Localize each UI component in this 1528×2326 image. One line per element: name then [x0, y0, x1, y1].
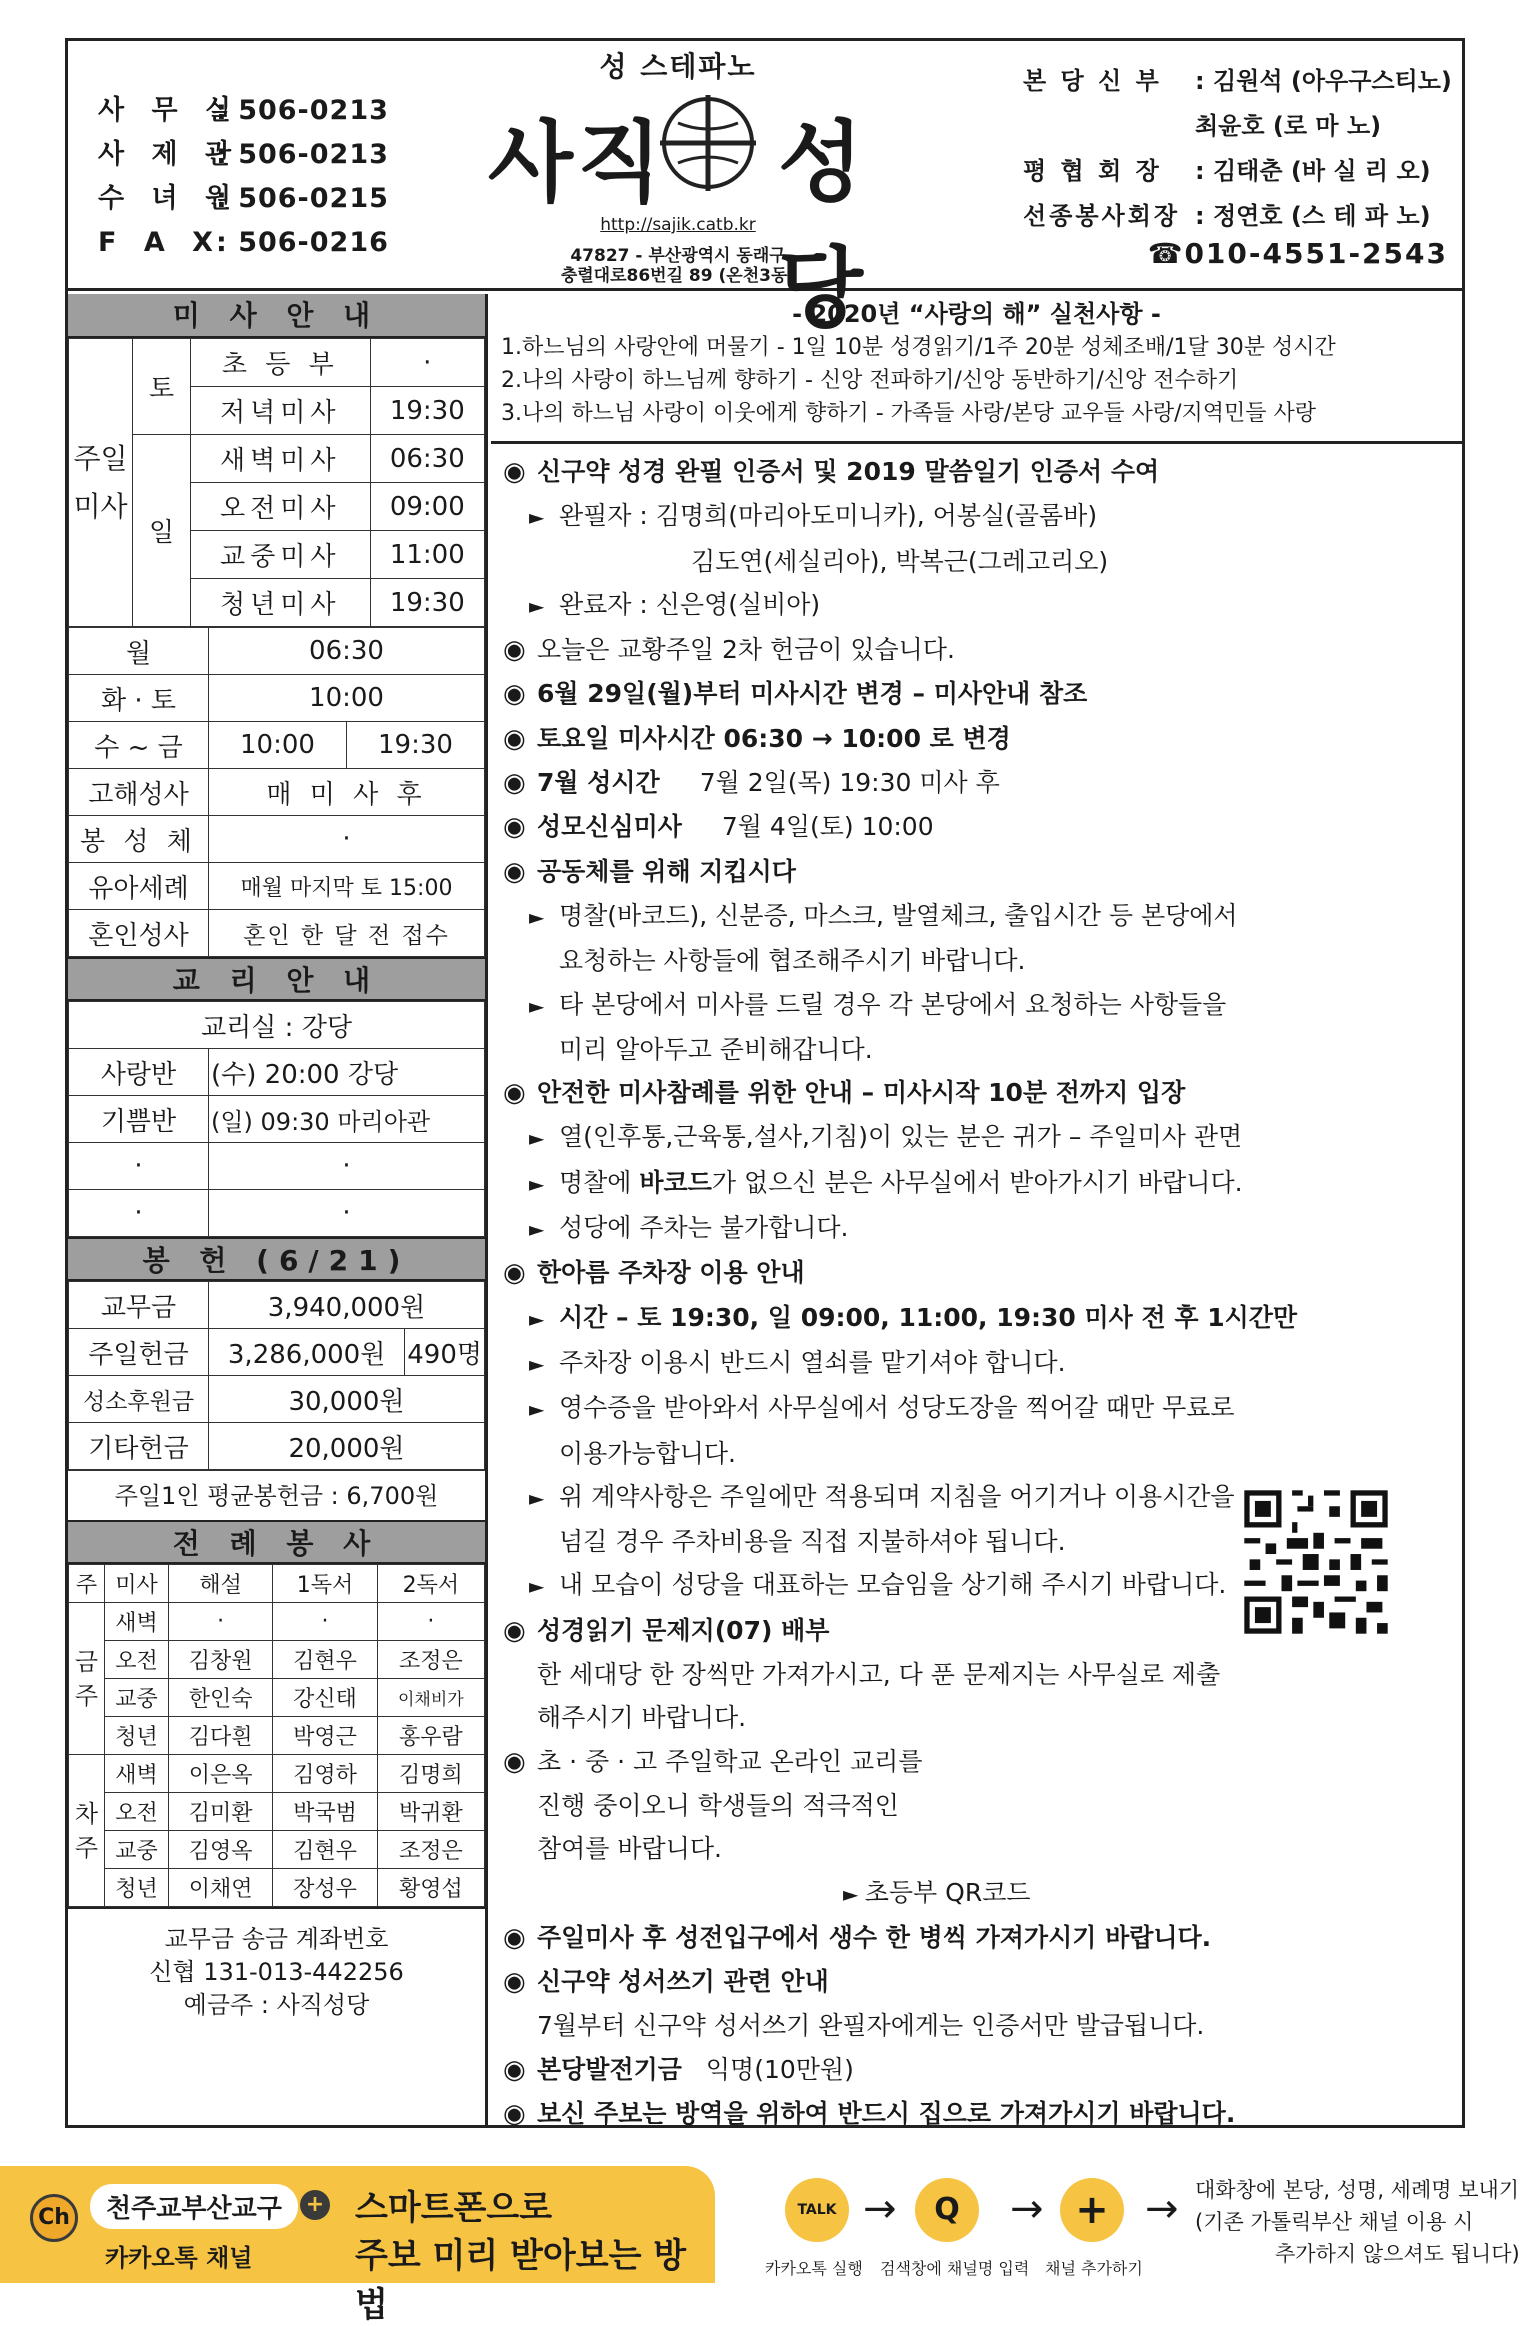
notice-text: 참여를 바랍니다.: [537, 1834, 722, 1864]
notice-list: [491, 444, 1462, 2136]
subscription-steps: [765, 2168, 1525, 2278]
table-row: 성소후원금 30,000원: [69, 1376, 485, 1423]
sub-item-continued: 김도연(세실리아), 박복근(그레고리오): [691, 546, 1109, 576]
church-address-line2: 충렬대로86번길 89 (온천3동): [560, 266, 796, 286]
arrow-right-icon: →: [1010, 2186, 1044, 2232]
notice-item: ◉ 공동체를 위해 지킵시다: [503, 850, 1452, 894]
bullet-icon: ◉: [503, 457, 526, 487]
bullet-icon: ◉: [503, 1746, 526, 1777]
notice-item: ◉ 성모신심미사 7월 4일(토) 10:00: [503, 805, 1452, 849]
table-row: 오전 김미환 박국범 박귀환: [69, 1793, 485, 1831]
table-row: 화 · 토 10:00: [69, 675, 485, 722]
triangle-icon: ►: [529, 1217, 545, 1242]
goal-line: 2.나의 사랑이 하느님께 향하기 - 신앙 전파하기/신앙 동반하기/신앙 전수하기: [501, 368, 1239, 393]
sub-item: ► 타 본당에서 미사를 드릴 경우 각 본당에서 요청하는 사항들을: [503, 983, 1452, 1028]
clergy-row: 최윤호 (로 마 노): [1195, 112, 1382, 140]
liturgy-duty-table: [68, 1564, 485, 1907]
sub-item: ► 영수증을 받아와서 사무실에서 성당도장을 찍어갈 때만 무료로: [503, 1386, 1452, 1431]
arrow-right-icon: →: [863, 2186, 897, 2232]
table-row: 유아세례 매월 마지막 토 15:00: [69, 863, 485, 910]
clergy-row: 선종봉사회장 : 정연호 (스 테 파 노): [1023, 202, 1431, 230]
table-row: 주 미사 해설 1독서 2독서: [69, 1565, 485, 1603]
triangle-icon: ►: [529, 593, 545, 618]
clergy-list: [1023, 59, 1452, 239]
triangle-icon: ►: [529, 1171, 545, 1196]
triangle-icon: ►: [529, 505, 545, 530]
triangle-icon: ►: [529, 904, 545, 929]
sub-item: ► 내 모습이 성당을 대표하는 모습임을 상기해 주시기 바랍니다.: [503, 1563, 1452, 1608]
table-row: 오전미사 09:00: [69, 483, 485, 531]
table-row: 수 ~ 금 10:00 19:30: [69, 722, 485, 769]
office-contacts: [98, 89, 389, 265]
bullet-icon: ◉: [503, 856, 526, 887]
step-instructions: 대화창에 본당, 성명, 세례명 보내기 (기존 가톨릭부산 채널 이용 시 추가하지 않으셔도 됩니다): [1195, 2178, 1520, 2266]
bullet-icon: ◉: [503, 812, 526, 843]
triangle-icon: ►: [529, 1485, 545, 1510]
offering-table: [68, 1281, 485, 1470]
notice-item: ◉ 초 · 중 · 고 주일학교 온라인 교리를: [503, 1740, 1452, 1784]
sub-item-continued: 요청하는 사항들에 협조해주시기 바랍니다.: [559, 946, 1026, 976]
channel-type: 카카오톡 채널: [105, 2244, 253, 2272]
table-row: 청년 이채연 장성우 황영섭: [69, 1869, 485, 1907]
notice-item: ◉ 신구약 성서쓰기 관련 안내: [503, 1960, 1452, 2004]
kakao-channel-banner: [0, 2166, 715, 2325]
notice-item: ◉ 신구약 성경 완필 인증서 및 2019 말씀일기 인증서 수여: [503, 450, 1452, 494]
table-row: 청년미사 19:30: [69, 579, 485, 627]
office-row: 수 녀 원: 506-0215: [98, 183, 389, 214]
sub-item: ► 위 계약사항은 주일에만 적용되며 지침을 어기거나 이용시간을: [503, 1475, 1452, 1520]
church-title-block: [418, 45, 938, 340]
sunday-mass-label: 주일미사: [69, 339, 133, 627]
account-info: 교무금 송금 계좌번호 신협 131-013-442256 예금주 : 사직성당: [68, 1907, 485, 2022]
table-row: 주일미사 토 초 등 부 ·: [69, 339, 485, 387]
bullet-icon: ◉: [503, 768, 526, 799]
table-row: 교리실 : 강당: [69, 1002, 485, 1049]
sub-item: ► 완료자 : 신은영(실비아): [503, 583, 1452, 628]
triangle-icon: ►: [843, 1881, 865, 1906]
contact-phone: ☎010-4551-2543: [1147, 237, 1448, 270]
mass-section-title: 미 사 안 내: [68, 294, 485, 338]
liturgy-section-title: 전 례 봉 사: [68, 1520, 485, 1564]
notice-text: 7월부터 신구약 성서쓰기 완필자에게는 인증서만 발급됩니다.: [537, 2011, 1205, 2041]
notice-item: ◉ 주일미사 후 성전입구에서 생수 한 병씩 가져가시기 바랍니다.: [503, 1916, 1452, 1960]
table-row: 교중미사 11:00: [69, 531, 485, 579]
sub-item: ► 시간 – 토 19:30, 일 09:00, 11:00, 19:30 미사 전 후 1시간만: [503, 1296, 1452, 1341]
church-address-line1: 47827 - 부산광역시 동래구: [570, 246, 786, 266]
bullet-icon: ◉: [503, 679, 526, 710]
triangle-icon: ►: [529, 1351, 545, 1376]
church-url-link[interactable]: http://sajik.catb.kr: [600, 215, 756, 235]
bullet-icon: ◉: [503, 1967, 526, 1998]
clergy-row: 본 당 신 부 : 김원석 (아우구스티노): [1023, 67, 1452, 95]
talk-icon: TALK: [785, 2178, 849, 2242]
church-subtitle: 성 스테파노: [599, 50, 757, 83]
bullet-icon: ◉: [503, 1615, 526, 1646]
bullet-icon: ◉: [503, 1258, 526, 1289]
notice-item: ◉ 보신 주보는 방역을 위하여 반드시 집으로 가져가시기 바랍니다.: [503, 2092, 1452, 2136]
goal-line: 1.하느님의 사랑안에 머물기 - 1일 10분 성경읽기/1주 20분 성체조배/1달 30분 성시간: [501, 335, 1336, 360]
table-row: 혼인성사 혼인 한 달 전 접수: [69, 910, 485, 957]
office-row: 사 제 관: 506-0213: [98, 139, 389, 170]
bullet-icon: ◉: [503, 1922, 526, 1953]
bullet-icon: ◉: [503, 2098, 526, 2129]
bulletin-sheet: [65, 38, 1465, 2128]
sub-item: ► 주차장 이용시 반드시 열쇠를 맡기셔야 합니다.: [503, 1341, 1452, 1386]
sub-item: ► 명찰(바코드), 신분증, 마스크, 발열체크, 출입시간 등 본당에서: [503, 894, 1452, 939]
right-notice-column: [491, 294, 1462, 2129]
notice-item: ◉ 한아름 주차장 이용 안내: [503, 1251, 1452, 1295]
sub-item-continued: 미리 알아두고 준비해갑니다.: [559, 1034, 873, 1064]
notice-text: 진행 중이오니 학생들의 적극적인: [537, 1790, 899, 1820]
table-row: 봉 성 체 ·: [69, 816, 485, 863]
sub-item-continued: 이용가능합니다.: [559, 1438, 736, 1468]
table-row: 오전 김창원 김현우 조정은: [69, 1641, 485, 1679]
table-row: 교중 김영옥 김현우 조정은: [69, 1831, 485, 1869]
table-row: 기타헌금 20,000원: [69, 1423, 485, 1470]
doctrine-section-title: 교 리 안 내: [68, 957, 485, 1001]
channel-name: 천주교부산교구: [90, 2184, 298, 2229]
table-row: 고해성사 매 미 사 후: [69, 769, 485, 816]
table-row: 주일헌금 3,286,000원 490명: [69, 1329, 485, 1376]
office-row: F A X: 506-0216: [98, 227, 389, 258]
average-offering: 주일1인 평균봉헌금 : 6,700원: [68, 1470, 485, 1520]
left-info-column: [68, 294, 488, 2125]
bullet-icon: ◉: [503, 723, 526, 754]
qr-caption: ► 초등부 QR코드: [843, 1877, 1031, 1907]
plus-icon: +: [300, 2190, 330, 2220]
table-row: 교무금 3,940,000원: [69, 1282, 485, 1329]
table-row: · ·: [69, 1190, 485, 1237]
notice-item: ◉ 오늘은 교황주일 2차 헌금이 있습니다.: [503, 628, 1452, 672]
sub-item: ► 명찰에 바코드가 없으신 분은 사무실에서 받아가시기 바랍니다.: [503, 1161, 1452, 1206]
sub-item: ► 완필자 : 김명희(마리아도미니카), 어봉실(골롬바): [503, 494, 1452, 539]
sunday-label: 일: [133, 435, 191, 627]
table-row: 월 06:30: [69, 628, 485, 675]
triangle-icon: ►: [529, 1126, 545, 1151]
table-row: 교중 한인숙 강신태 이채비가: [69, 1679, 485, 1717]
goal-line: 3.나의 하느님 사랑이 이웃에게 향하기 - 가족들 사랑/본당 교우들 사랑/지역민들 사랑: [501, 401, 1317, 426]
bullet-icon: ◉: [503, 635, 526, 666]
office-row: 사 무 실: 506-0213: [98, 95, 389, 126]
table-row: 차주 새벽 이은옥 김영하 김명희: [69, 1755, 485, 1793]
clergy-row: 평 협 회 장 : 김태춘 (바 실 리 오): [1023, 157, 1431, 185]
table-row: 청년 김다흰 박영근 홍우람: [69, 1717, 485, 1755]
bullet-icon: ◉: [503, 2054, 526, 2085]
triangle-icon: ►: [529, 1397, 545, 1422]
step-label: 검색창에 채널명 입력: [880, 2259, 1030, 2278]
saturday-label: 토: [133, 339, 191, 435]
notice-item: ◉ 7월 성시간 7월 2일(목) 19:30 미사 후: [503, 761, 1452, 805]
bullet-icon: ◉: [503, 1078, 526, 1109]
triangle-icon: ►: [529, 993, 545, 1018]
table-row: 사랑반 (수) 20:00 강당: [69, 1049, 485, 1096]
church-name-left: 사직: [488, 111, 667, 214]
table-row: 금주 새벽 · · ·: [69, 1603, 485, 1641]
notice-item: ◉ 안전한 미사참례를 위한 안내 – 미사시작 10분 전까지 입장: [503, 1071, 1452, 1115]
sub-item-continued: 넘길 경우 주차비용을 직접 지불하셔야 됩니다.: [559, 1527, 1066, 1557]
notice-item: ◉ 토요일 미사시간 06:30 → 10:00 로 변경: [503, 717, 1452, 761]
table-row: 일 새벽미사 06:30: [69, 435, 485, 483]
add-channel-icon: +: [1060, 2178, 1124, 2242]
notice-item: ◉ 본당발전기금 익명(10만원): [503, 2048, 1452, 2092]
triangle-icon: ►: [529, 1574, 545, 1599]
church-name-right: 성당: [778, 111, 868, 340]
arrow-right-icon: →: [1145, 2186, 1179, 2232]
cross-logo-icon: [658, 93, 758, 193]
step-label: 채널 추가하기: [1045, 2259, 1143, 2278]
sub-item: ► 열(인후통,근육통,설사,기침)이 있는 분은 귀가 – 주일미사 관면: [503, 1115, 1452, 1160]
notice-text: 한 세대당 한 장씩만 가져가시고, 다 푼 문제지는 사무실로 제출: [537, 1660, 1221, 1690]
mass-schedule-table: [68, 338, 485, 627]
banner-subheadline: 주보 미리 받아보는 방법: [355, 2236, 687, 2325]
notice-text: 해주시기 바랍니다.: [537, 1703, 747, 1733]
table-row: 기쁨반 (일) 09:30 마리아관: [69, 1096, 485, 1143]
offering-section-title: 봉 헌 (6/21): [68, 1237, 485, 1281]
channel-icon: Ch: [30, 2194, 78, 2242]
goals-title: - 2020년 “사랑의 해” 실천사항 -: [792, 300, 1161, 328]
notice-item: ◉ 6월 29일(월)부터 미사시간 변경 – 미사안내 참조: [503, 672, 1452, 716]
search-icon: Q: [915, 2178, 979, 2242]
triangle-icon: ►: [529, 1306, 545, 1331]
weekday-schedule-table: [68, 627, 485, 957]
notice-item: ◉ 성경읽기 문제지(07) 배부: [503, 1609, 1452, 1653]
step-label: 카카오톡 실행: [765, 2259, 863, 2278]
table-row: 저녁미사 19:30: [69, 387, 485, 435]
table-row: · ·: [69, 1143, 485, 1190]
banner-headline: 스마트폰으로: [355, 2188, 553, 2228]
doctrine-table: [68, 1001, 485, 1237]
yearly-goals: [491, 294, 1462, 444]
sub-item: ► 성당에 주차는 불가합니다.: [503, 1206, 1452, 1251]
qr-code-icon[interactable]: [1239, 1485, 1393, 1639]
